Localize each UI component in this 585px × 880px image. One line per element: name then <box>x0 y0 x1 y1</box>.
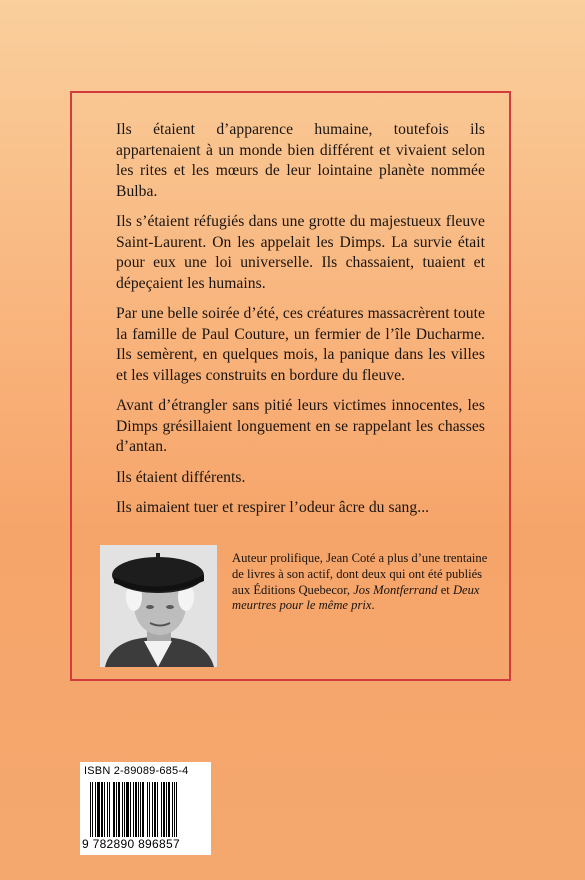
isbn-barcode-box <box>80 762 211 855</box>
blurb-paragraph-4: Avant d’étrangler sans pitié leurs victimes innocentes, les Dimps grésillaient longuement en se rappelant les chasses d’antan. <box>116 397 485 455</box>
ean-digits: 9 782890 896857 <box>82 837 180 851</box>
blurb-paragraph-6: Ils aimaient tuer et respirer l’odeur âcre du sang... <box>116 499 430 516</box>
barcode-icon <box>90 782 203 837</box>
blurb-paragraph-1: Ils étaient d’apparence humaine, toutefois ils appartenaient à un monde bien différent et vivaient selon les rites et les mœurs de leur lointaine planète nommée Bulba. <box>116 121 485 200</box>
bio-book-title-2: Deux meurtres pour le même prix <box>232 582 480 613</box>
blurb-paragraph-3: Par une belle soirée d’été, ces créatures massacrèrent toute la famille de Paul Couture, un fermier de l’île Ducharme. Ils semèrent, en quelques mois, la panique dans les villes et les villages construits en bordure du fleuve. <box>116 305 485 384</box>
bio-joiner: et <box>440 582 450 597</box>
author-bio <box>232 551 488 614</box>
bio-text: Auteur prolifique, Jean Coté a plus d’une trentaine de livres à son actif, dont deux qui ont été publiés aux Éditions Quebecor, <box>232 551 488 597</box>
author-photo <box>100 545 217 667</box>
bio-book-title-1: Jos Montferrand <box>353 582 438 597</box>
back-cover-blurb <box>116 120 485 529</box>
blurb-paragraph-2: Ils s’étaient réfugiés dans une grotte du majestueux fleuve Saint-Laurent. On les appelait les Dimps. La survie était pour eux une loi universelle. Ils chassaient, tuaient et dépeçaient les humains. <box>116 213 485 292</box>
isbn-label: ISBN 2-89089-685-4 <box>84 765 189 777</box>
blurb-paragraph-5: Ils étaient différents. <box>116 468 246 486</box>
bio-end: . <box>371 598 375 613</box>
